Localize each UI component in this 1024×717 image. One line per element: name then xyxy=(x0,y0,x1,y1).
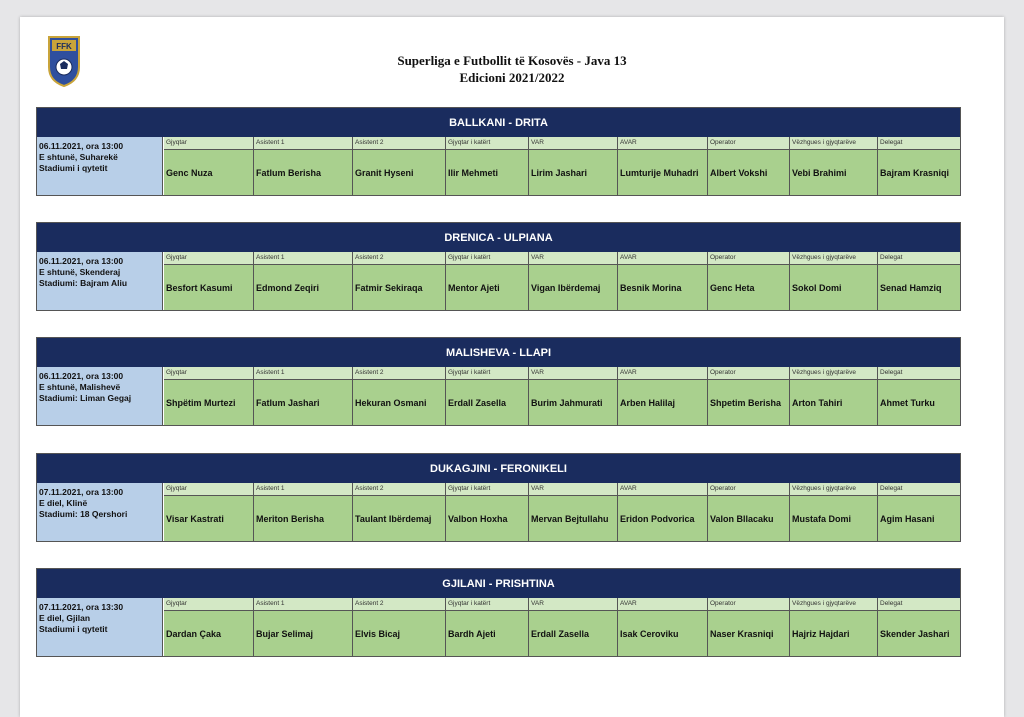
match-block xyxy=(36,453,961,542)
official-cell xyxy=(254,367,353,425)
official-cell xyxy=(254,598,353,656)
role-label: Asistent 1 xyxy=(254,483,352,496)
role-label: Asistent 2 xyxy=(353,598,445,611)
official-name: Hajriz Hajdari xyxy=(790,611,877,656)
role-label: VAR xyxy=(529,367,617,380)
role-label: VAR xyxy=(529,252,617,265)
match-title: MALISHEVA - LLAPI xyxy=(37,338,960,367)
match-date: 06.11.2021, ora 13:00 xyxy=(39,256,124,266)
match-date: 07.11.2021, ora 13:30 xyxy=(39,602,124,612)
role-label: Vëzhgues i gjyqtarëve xyxy=(790,598,877,611)
officials-grid xyxy=(164,137,960,195)
match-title: DRENICA - ULPIANA xyxy=(37,223,960,252)
official-name: Bajram Krasniqi xyxy=(878,150,960,195)
official-cell xyxy=(790,137,878,195)
official-name: Besfort Kasumi xyxy=(164,265,253,310)
official-name: Lumturije Muhadri xyxy=(618,150,707,195)
official-cell xyxy=(164,252,254,310)
official-name: Shpetim Berisha xyxy=(708,380,789,425)
official-name: Arton Tahiri xyxy=(790,380,877,425)
official-cell xyxy=(529,598,618,656)
match-date: 06.11.2021, ora 13:00 xyxy=(39,141,124,151)
officials-grid xyxy=(164,367,960,425)
role-label: Vëzhgues i gjyqtarëve xyxy=(790,483,877,496)
match-stadium: Stadiumi: Bajram Aliu xyxy=(39,278,128,288)
official-cell xyxy=(446,367,529,425)
official-cell xyxy=(446,483,529,541)
role-label: Asistent 2 xyxy=(353,137,445,150)
official-name: Genc Heta xyxy=(708,265,789,310)
role-label: Gjyqtar xyxy=(164,483,253,496)
officials-grid xyxy=(164,252,960,310)
official-name: Sokol Domi xyxy=(790,265,877,310)
official-cell xyxy=(790,483,878,541)
match-day-city: E shtunë, Malishevë xyxy=(39,382,121,392)
official-name: Shpëtim Murtezi xyxy=(164,380,253,425)
official-cell xyxy=(353,598,446,656)
official-name: Naser Krasniqi xyxy=(708,611,789,656)
role-label: Asistent 2 xyxy=(353,367,445,380)
official-cell xyxy=(708,483,790,541)
officials-grid xyxy=(164,598,960,656)
official-cell xyxy=(529,252,618,310)
official-cell xyxy=(353,483,446,541)
role-label: Delegat xyxy=(878,252,960,265)
match-day-city: E diel, Gjilan xyxy=(39,613,91,623)
role-label: Delegat xyxy=(878,367,960,380)
official-name: Edmond Zeqiri xyxy=(254,265,352,310)
official-cell xyxy=(618,483,708,541)
official-cell xyxy=(708,598,790,656)
role-label: Gjyqtar xyxy=(164,598,253,611)
role-label: Vëzhgues i gjyqtarëve xyxy=(790,367,877,380)
role-label: AVAR xyxy=(618,367,707,380)
match-stadium: Stadiumi i qytetit xyxy=(39,163,108,173)
officials-grid xyxy=(164,483,960,541)
official-name: Fatlum Berisha xyxy=(254,150,352,195)
official-cell xyxy=(618,137,708,195)
official-name: Senad Hamziq xyxy=(878,265,960,310)
official-name: Fatlum Jashari xyxy=(254,380,352,425)
match-block xyxy=(36,107,961,196)
official-name: Valon Bllacaku xyxy=(708,496,789,541)
document-subtitle: Edicioni 2021/2022 xyxy=(459,70,565,85)
role-label: Asistent 1 xyxy=(254,367,352,380)
official-cell xyxy=(254,137,353,195)
official-name: Bardh Ajeti xyxy=(446,611,528,656)
role-label: Operator xyxy=(708,252,789,265)
official-cell xyxy=(164,598,254,656)
match-title: DUKAGJINI - FERONIKELI xyxy=(37,454,960,483)
official-name: Valbon Hoxha xyxy=(446,496,528,541)
role-label: Asistent 1 xyxy=(254,137,352,150)
official-name: Visar Kastrati xyxy=(164,496,253,541)
match-title: GJILANI - PRISHTINA xyxy=(37,569,960,598)
match-day-city: E diel, Klinë xyxy=(39,498,88,508)
official-cell xyxy=(529,367,618,425)
role-label: Gjyqtar i katërt xyxy=(446,137,528,150)
official-name: Dardan Çaka xyxy=(164,611,253,656)
role-label: Gjyqtar xyxy=(164,367,253,380)
match-info xyxy=(37,137,163,195)
official-name: Hekuran Osmani xyxy=(353,380,445,425)
official-cell xyxy=(618,598,708,656)
role-label: Operator xyxy=(708,598,789,611)
official-name: Erdall Zasella xyxy=(529,611,617,656)
match-info xyxy=(37,252,163,310)
official-cell xyxy=(446,252,529,310)
role-label: Gjyqtar i katërt xyxy=(446,367,528,380)
role-label: Asistent 1 xyxy=(254,598,352,611)
official-name: Agim Hasani xyxy=(878,496,960,541)
role-label: Delegat xyxy=(878,483,960,496)
match-title: BALLKANI - DRITA xyxy=(37,108,960,137)
official-cell xyxy=(446,598,529,656)
match-day-city: E shtunë, Suharekë xyxy=(39,152,118,162)
official-cell xyxy=(164,367,254,425)
match-info xyxy=(37,483,163,541)
match-block xyxy=(36,337,961,426)
role-label: Operator xyxy=(708,137,789,150)
role-label: AVAR xyxy=(618,483,707,496)
official-name: Besnik Morina xyxy=(618,265,707,310)
official-cell xyxy=(618,367,708,425)
role-label: Delegat xyxy=(878,137,960,150)
official-cell xyxy=(878,598,960,656)
match-day-city: E shtunë, Skenderaj xyxy=(39,267,121,277)
role-label: Gjyqtar xyxy=(164,252,253,265)
official-cell xyxy=(164,137,254,195)
official-cell xyxy=(878,367,960,425)
document-title: Superliga e Futbollit të Kosovës - Java 13 xyxy=(397,53,627,68)
official-cell xyxy=(708,252,790,310)
official-name: Erdall Zasella xyxy=(446,380,528,425)
official-cell xyxy=(790,367,878,425)
role-label: AVAR xyxy=(618,252,707,265)
official-cell xyxy=(708,137,790,195)
official-name: Mentor Ajeti xyxy=(446,265,528,310)
role-label: Asistent 2 xyxy=(353,483,445,496)
official-cell xyxy=(529,137,618,195)
role-label: VAR xyxy=(529,137,617,150)
role-label: Operator xyxy=(708,367,789,380)
official-cell xyxy=(708,367,790,425)
official-name: Mervan Bejtullahu xyxy=(529,496,617,541)
match-stadium: Stadiumi: 18 Qershori xyxy=(39,509,128,519)
official-cell xyxy=(353,137,446,195)
document-page xyxy=(20,17,1004,717)
official-name: Granit Hyseni xyxy=(353,150,445,195)
role-label: Delegat xyxy=(878,598,960,611)
role-label: AVAR xyxy=(618,137,707,150)
official-cell xyxy=(878,252,960,310)
official-name: Burim Jahmurati xyxy=(529,380,617,425)
official-cell xyxy=(353,252,446,310)
official-name: Fatmir Sekiraqa xyxy=(353,265,445,310)
official-cell xyxy=(878,483,960,541)
official-name: Mustafa Domi xyxy=(790,496,877,541)
official-name: Taulant Ibërdemaj xyxy=(353,496,445,541)
logo-text: FFK xyxy=(56,42,72,51)
official-name: Albert Vokshi xyxy=(708,150,789,195)
role-label: Gjyqtar i katërt xyxy=(446,598,528,611)
official-cell xyxy=(618,252,708,310)
match-info xyxy=(37,367,163,425)
official-cell xyxy=(254,483,353,541)
role-label: Vëzhgues i gjyqtarëve xyxy=(790,252,877,265)
official-name: Skender Jashari xyxy=(878,611,960,656)
official-name: Genc Nuza xyxy=(164,150,253,195)
role-label: AVAR xyxy=(618,598,707,611)
official-name: Ilir Mehmeti xyxy=(446,150,528,195)
official-cell xyxy=(790,598,878,656)
official-name: Arben Halilaj xyxy=(618,380,707,425)
official-name: Vebi Brahimi xyxy=(790,150,877,195)
match-date: 06.11.2021, ora 13:00 xyxy=(39,371,124,381)
match-info xyxy=(37,598,163,656)
official-cell xyxy=(446,137,529,195)
official-cell xyxy=(529,483,618,541)
official-name: Elvis Bicaj xyxy=(353,611,445,656)
official-cell xyxy=(790,252,878,310)
official-cell xyxy=(254,252,353,310)
role-label: Gjyqtar xyxy=(164,137,253,150)
role-label: VAR xyxy=(529,598,617,611)
role-label: Asistent 1 xyxy=(254,252,352,265)
official-name: Meriton Berisha xyxy=(254,496,352,541)
role-label: Vëzhgues i gjyqtarëve xyxy=(790,137,877,150)
official-name: Bujar Selimaj xyxy=(254,611,352,656)
role-label: Asistent 2 xyxy=(353,252,445,265)
match-stadium: Stadiumi i qytetit xyxy=(39,624,108,634)
role-label: Gjyqtar i katërt xyxy=(446,483,528,496)
official-cell xyxy=(878,137,960,195)
official-name: Ahmet Turku xyxy=(878,380,960,425)
role-label: VAR xyxy=(529,483,617,496)
official-name: Eridon Podvorica xyxy=(618,496,707,541)
official-name: Isak Ceroviku xyxy=(618,611,707,656)
match-block xyxy=(36,222,961,311)
role-label: Gjyqtar i katërt xyxy=(446,252,528,265)
official-cell xyxy=(164,483,254,541)
match-stadium: Stadiumi: Liman Gegaj xyxy=(39,393,132,403)
official-name: Vigan Ibërdemaj xyxy=(529,265,617,310)
match-date: 07.11.2021, ora 13:00 xyxy=(39,487,124,497)
role-label: Operator xyxy=(708,483,789,496)
official-cell xyxy=(353,367,446,425)
official-name: Lirim Jashari xyxy=(529,150,617,195)
match-block xyxy=(36,568,961,657)
